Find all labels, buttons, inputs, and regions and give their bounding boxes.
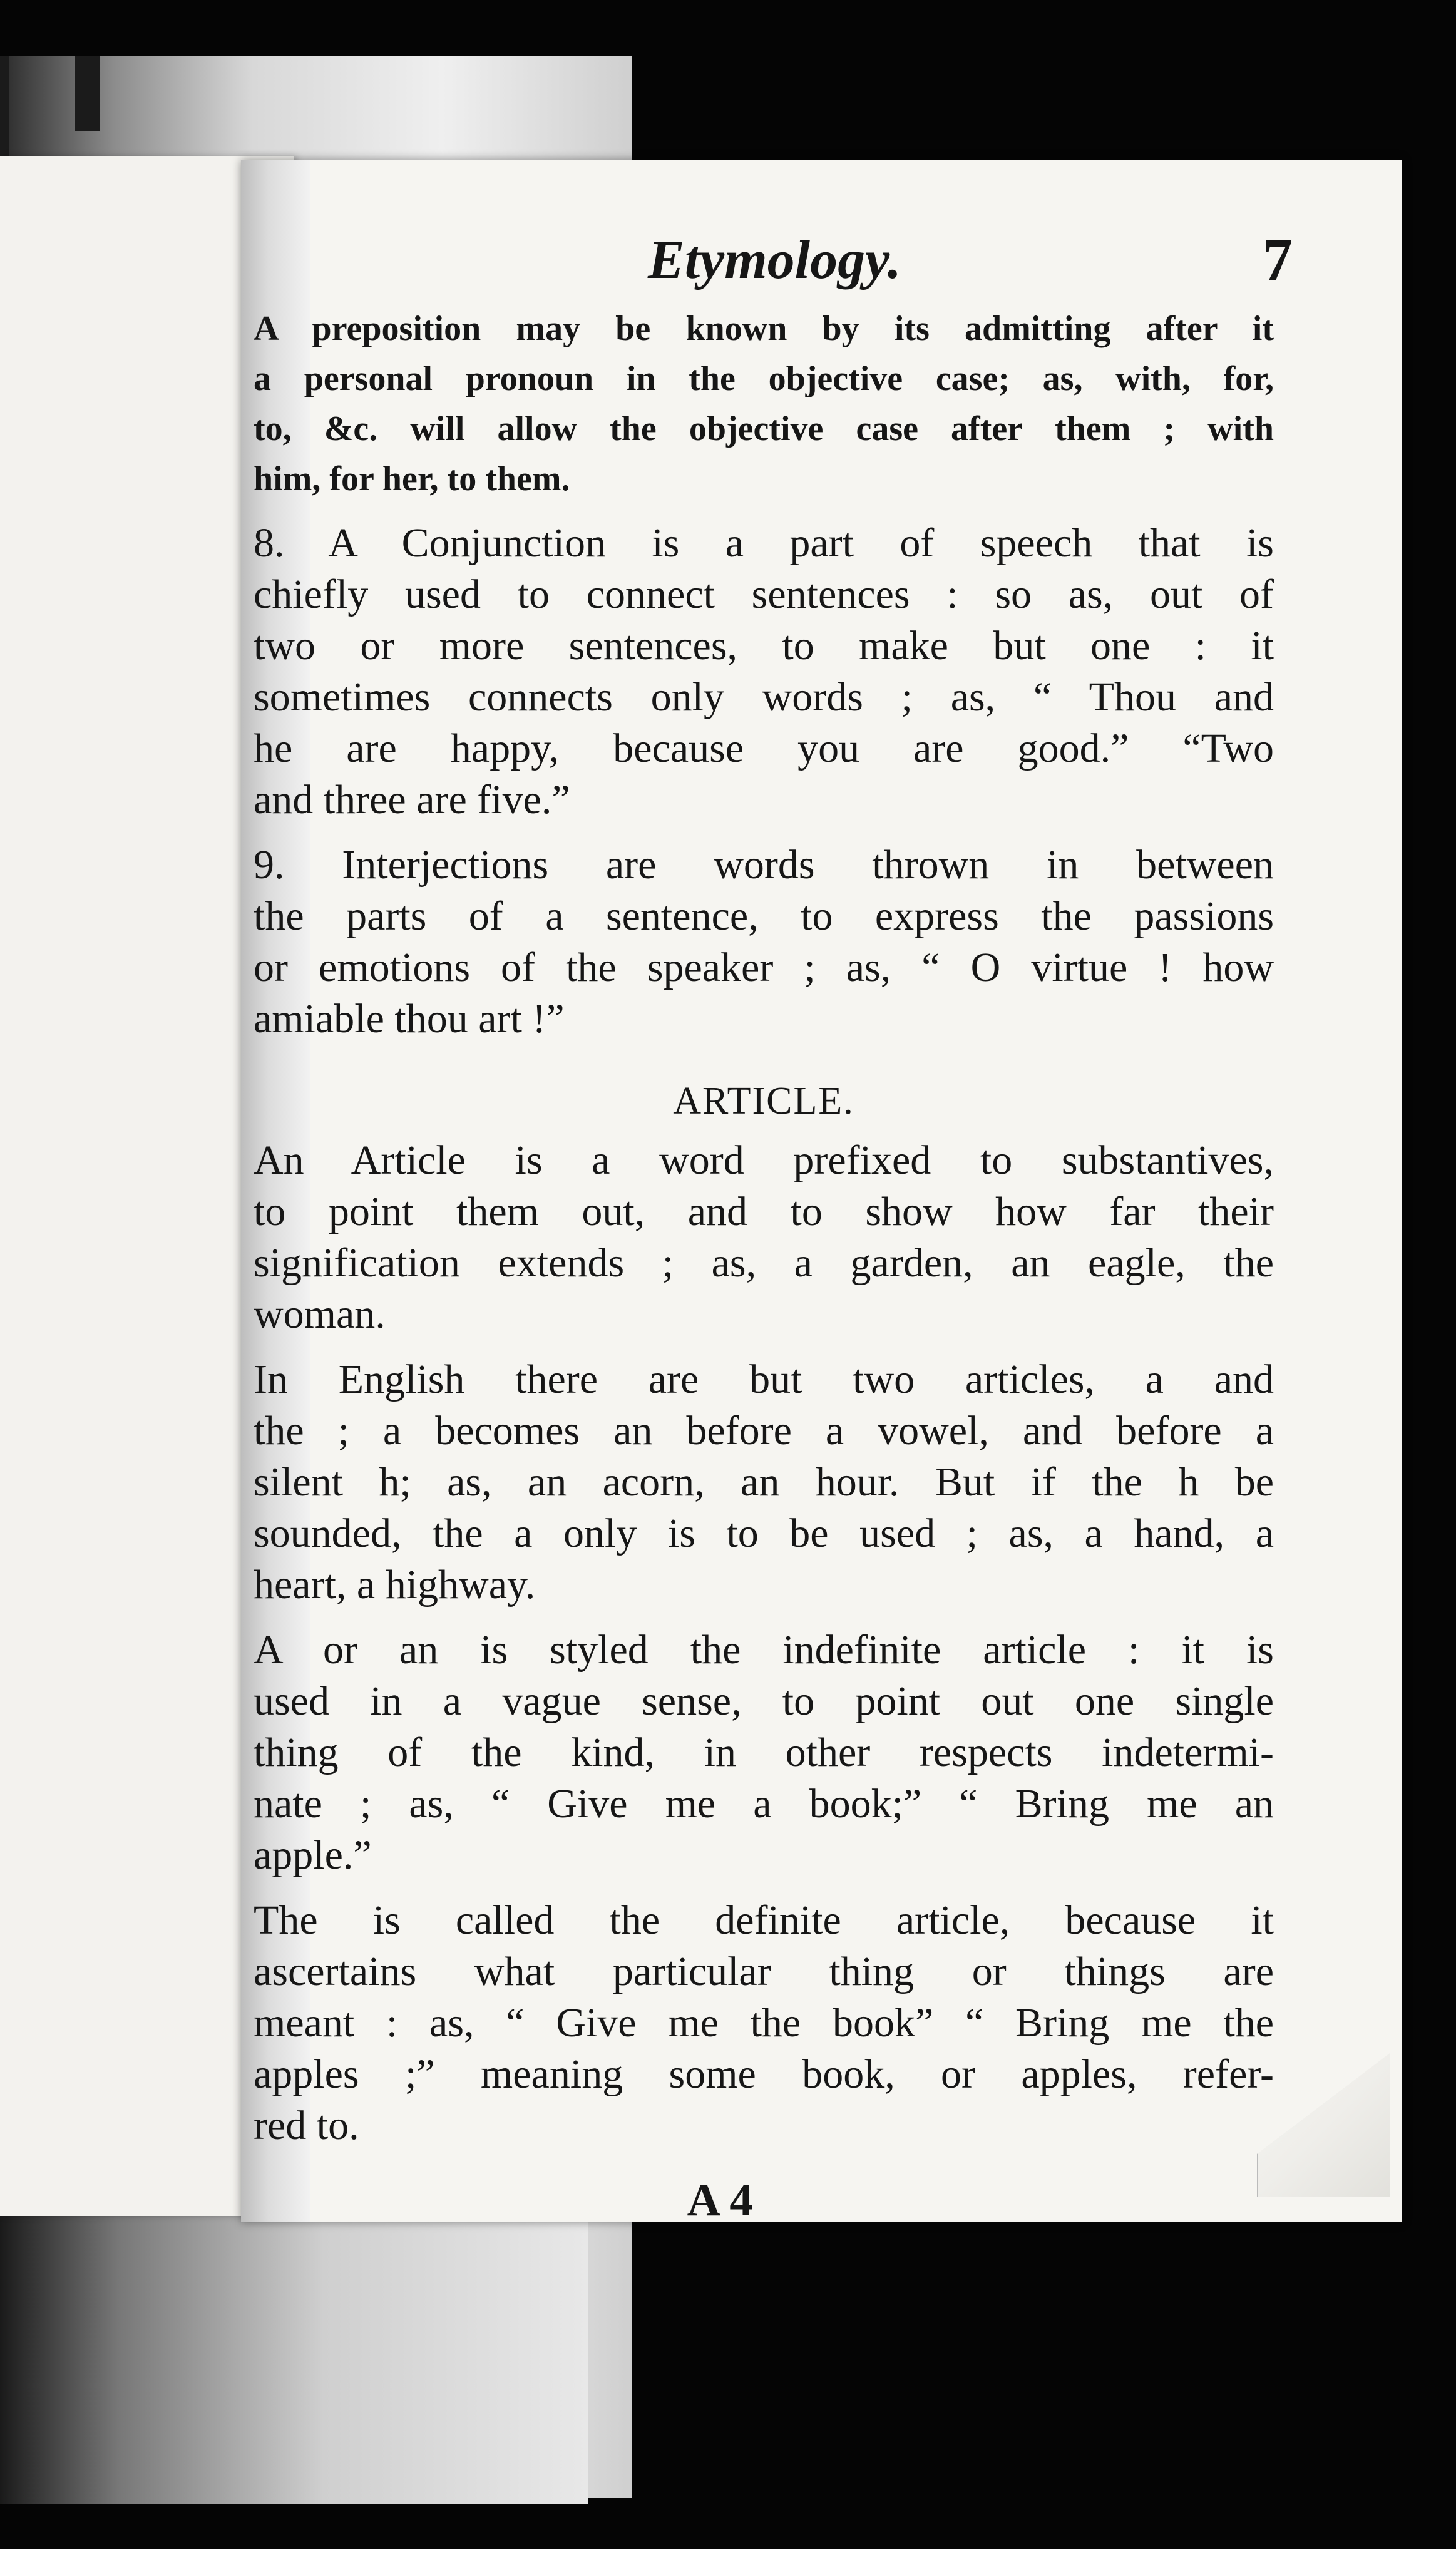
text-line: or emotions of the speaker ; as, “ O virtue ! how — [254, 945, 1274, 990]
running-title: Etymology. — [648, 230, 901, 290]
paragraph-interjection — [254, 826, 1274, 1045]
text-line: amiable thou art !” — [254, 996, 565, 1042]
text-line: silent h; as, an acorn, an hour. But if the h be — [254, 1459, 1274, 1505]
text-line: him, for her, to them. — [254, 459, 570, 498]
text-line: used in a vague sense, to point out one single — [254, 1678, 1274, 1724]
page-number: 7 — [1263, 226, 1293, 293]
text-line: red to. — [254, 2103, 359, 2148]
text-line: the parts of a sentence, to express the passions — [254, 893, 1274, 939]
text-line: heart, a highway. — [254, 1562, 536, 1608]
text-line: thing of the kind, in other respects indetermi- — [254, 1730, 1274, 1775]
text-line: to point them out, and to show how far their — [254, 1189, 1274, 1234]
text-line: apples ;” meaning some book, or apples, refer- — [254, 2051, 1274, 2097]
paragraph-conjunction — [254, 504, 1274, 826]
paragraph-preposition-note — [254, 304, 1274, 504]
text-line: A or an is styled the indefinite article : it is — [254, 1627, 1274, 1673]
text-line: sounded, the a only is to be used ; as, a hand, a — [254, 1510, 1274, 1556]
text-line: two or more sentences, to make but one : it — [254, 623, 1274, 669]
text-line: meant : as, “ Give me the book” “ Bring me the — [254, 2000, 1274, 2046]
text-line: sometimes connects only words ; as, “ Thou and — [254, 674, 1274, 720]
page-content — [254, 226, 1293, 2227]
text-line: An Article is a word prefixed to substantives, — [254, 1137, 1274, 1183]
text-line: chiefly used to connect sentences : so as, out of — [254, 572, 1274, 617]
text-line: a personal pronoun in the objective case; as, with, for, — [254, 359, 1274, 398]
text-line: woman. — [254, 1291, 386, 1337]
text-line: 8. A Conjunction is a part of speech that is — [254, 520, 1274, 566]
text-line: In English there are but two articles, a and — [254, 1357, 1274, 1402]
book-cover-strip — [0, 2210, 588, 2504]
paragraph-article-definition — [254, 1070, 1274, 1340]
text-line: nate ; as, “ Give me a book;” “ Bring me an — [254, 1781, 1274, 1827]
paragraph-definite-article — [254, 1881, 1274, 2152]
signature-mark: A 4 — [687, 2175, 753, 2226]
folded-corner — [1257, 2053, 1390, 2197]
text-line: to, &c. will allow the objective case after them ; with — [254, 409, 1274, 448]
paragraph-two-articles — [254, 1340, 1274, 1611]
paragraph-indefinite-article — [254, 1611, 1274, 1881]
text-line: ascertains what particular thing or things are — [254, 1949, 1274, 1994]
text-line: 9. Interjections are words thrown in between — [254, 842, 1274, 888]
text-line: A preposition may be known by its admitting after it — [254, 309, 1274, 348]
section-heading: ARTICLE. — [673, 1080, 854, 1122]
text-line: apple.” — [254, 1832, 372, 1878]
text-line: The is called the definite article, because it — [254, 1897, 1274, 1943]
page-7 — [241, 160, 1402, 2226]
running-header — [254, 226, 1293, 304]
body-text — [254, 304, 1274, 2152]
text-line: and three are five.” — [254, 777, 570, 823]
text-line: the ; a becomes an before a vowel, and before a — [254, 1408, 1274, 1454]
text-line: he are happy, because you are good.” “Two — [254, 726, 1274, 771]
text-line: signification extends ; as, a garden, an eagle, the — [254, 1240, 1274, 1286]
